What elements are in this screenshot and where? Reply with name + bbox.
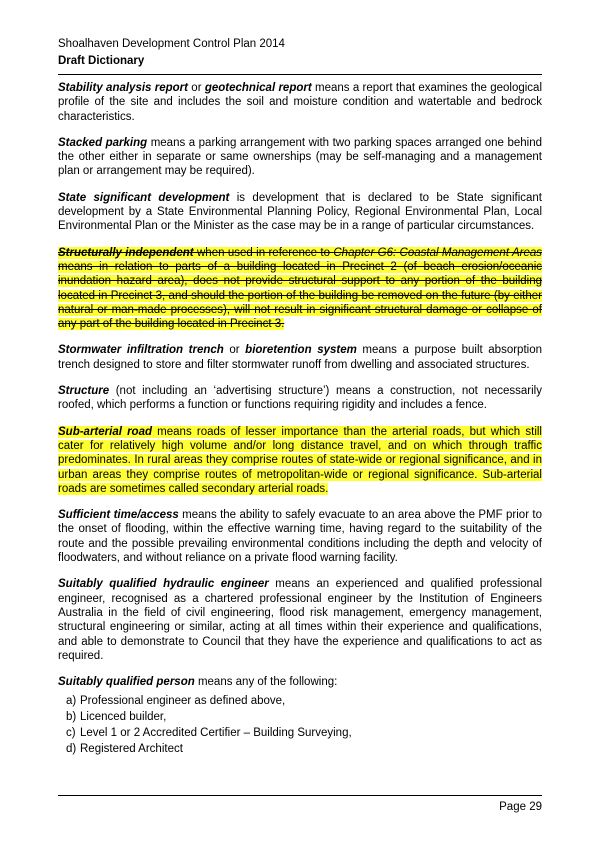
entry-sub-arterial-road — [58, 425, 542, 496]
entry-suitably-qualified-hydraulic-engineer — [58, 577, 542, 663]
footer-divider — [58, 795, 542, 796]
entry-term: Sub-arterial road — [58, 425, 152, 438]
page-number: Page 29 — [499, 801, 542, 813]
entry-sufficient-time-access — [58, 508, 542, 565]
page-header — [58, 37, 542, 68]
list-item-text: Registered Architect — [80, 743, 183, 756]
entry-definition-part: when used in reference to — [193, 246, 334, 259]
entry-state-significant-development — [58, 191, 542, 234]
entry-term: Structure — [58, 385, 110, 398]
entry-definition: means roads of lesser importance than the arterial roads, but which still cater for relatively high volume and/or long distance travel, and on which through traffic predominates. In rural areas they comprise routes of state-wide or regional significance, and in urban areas they comprise routes of metropolitan-wide or regional significance. Sub-arterial roads are sometimes called secondary arterial roads. — [58, 425, 542, 495]
entry-definition: is development that is declared to be State significant development by a State Environmental Planning Policy, Regional Environmental Plan, Local Environmental Plan or the Minister as the case may be in a range of particular circumstances. — [58, 191, 542, 233]
entry-stability-analysis-report — [58, 81, 542, 124]
entry-definition: means a purpose built absorption trench designed to store and filter stormwater runoff from dwelling and associated structures. — [58, 344, 542, 371]
entry-stormwater-infiltration-trench — [58, 343, 542, 372]
entry-definition: means the ability to safely evacuate to an area above the PMF prior to the onset of flooding, within the effective warning time, having regard to the suitability of the route and the possible prevailing environmental conditions including the depth and velocity of floodwaters, and without reliance on a private flood warning facility. — [58, 509, 542, 565]
list-item — [58, 709, 542, 725]
header-divider — [58, 74, 542, 75]
entry-term-alt: geotechnical report — [204, 82, 312, 94]
entry-definition: means a report that examines the geological profile of the site and includes the soil and moisture condition and watertable and bedrock characteristics. — [58, 82, 543, 123]
entry-term: Stacked parking — [58, 136, 148, 149]
entry-term: Suitably qualified person — [58, 676, 195, 689]
entry-term: Suitably qualified hydraulic engineer — [58, 578, 269, 591]
entry-connector: or — [187, 82, 205, 94]
entry-term: Stormwater infiltration trench — [58, 344, 224, 357]
entry-term: Stability analysis report — [58, 82, 188, 94]
list-item-text: Licenced builder, — [80, 711, 167, 724]
entry-definition: means a parking arrangement with two parking spaces arranged one behind the other either in separate or same ownerships (may be self-managing and a management plan or arrangement may be required). — [58, 136, 542, 178]
entry-term: Sufficient time/access — [58, 509, 179, 522]
entry-definition: means an experienced and qualified professional engineer, recognised as a chartered professional engineer by the Institution of Engineers Australia in the field of civil engineering, flood risk management, emergency management, structural engineering or similar, acting at all times within their experience and qualifications, and able to demonstrate to Council that they have the experience and qualifications to act as required. — [58, 578, 543, 662]
document-title: Shoalhaven Development Control Plan 2014 — [58, 38, 285, 50]
entry-structurally-independent — [58, 246, 542, 332]
list-item — [58, 741, 542, 757]
list-item-label: d) — [66, 743, 77, 756]
entry-definition: (not including an ‘advertising structure’) means a construction, not necessarily roofed, which performs a function or functions requiring rigidity and includes a fence. — [58, 385, 542, 412]
entry-connector: or — [223, 344, 246, 357]
list-item-label: c) — [66, 727, 76, 740]
entry-term: Structurally independent — [58, 246, 194, 259]
list-item-text: Professional engineer as defined above, — [80, 695, 286, 708]
entry-definition: means in relation to parts of a building located in Precinct 2 (of beach erosion/oceanic inundation hazard area), does not provide structural support to any portion of the building located in Precinct 3, and should the portion of the building be removed on the future (by either natural or man-made processes), will not result in significant structural damage or collapse of any part of the building located in Precinct 3. — [58, 260, 542, 331]
list-item-label: a) — [66, 695, 77, 708]
entry-chapter-reference: Chapter G6: Coastal Management Areas — [333, 246, 543, 259]
qualified-person-list — [58, 693, 542, 757]
list-item-text: Level 1 or 2 Accredited Certifier – Building Surveying, — [80, 727, 352, 740]
entry-term-alt: bioretention system — [245, 344, 357, 357]
list-item — [58, 693, 542, 709]
section-title: Draft Dictionary — [58, 55, 145, 67]
entry-suitably-qualified-person — [58, 675, 542, 689]
entry-structure — [58, 384, 542, 413]
dictionary-body — [58, 81, 542, 757]
entry-term: State significant development — [58, 191, 230, 204]
list-item — [58, 725, 542, 741]
entry-stacked-parking — [58, 136, 542, 179]
entry-definition: means any of the following: — [194, 676, 338, 689]
list-item-label: b) — [66, 711, 77, 724]
